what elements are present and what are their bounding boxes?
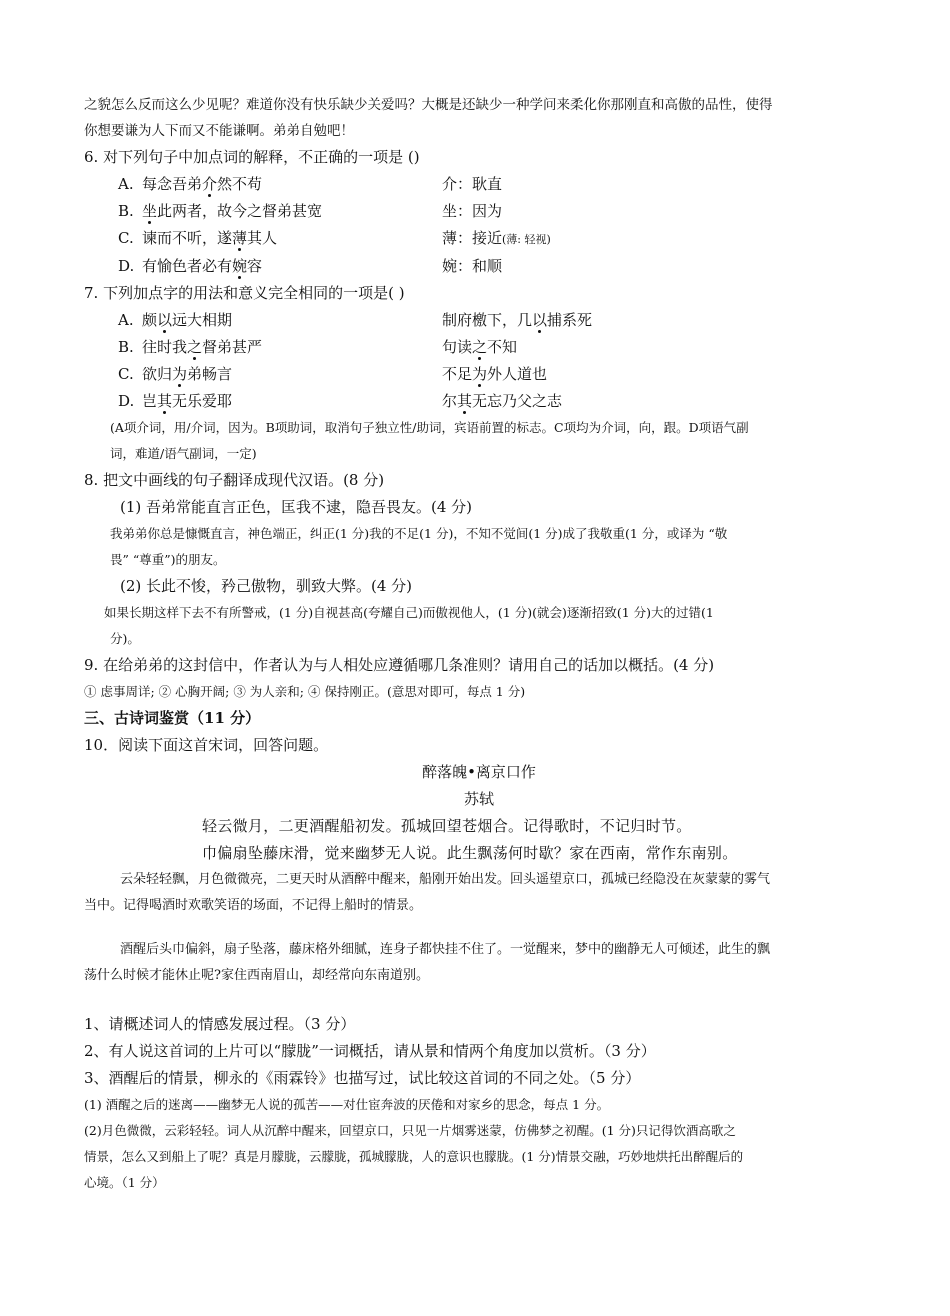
dotted-char: 以	[532, 311, 548, 329]
dotted-char: 薄	[232, 229, 248, 247]
poem-author: 苏轼	[463, 790, 494, 808]
question-7-stem: 7. 下列加点字的用法和意义完全相同的一项是( )	[84, 284, 405, 302]
question-6-stem: 6. 对下列句子中加点词的解释，不正确的一项是 ()	[84, 148, 420, 166]
intro-line: 之貌怎么反而这么少见呢？难道你没有快乐缺少关爱吗？大概是还缺少一种学问来柔化你那刚直和高傲的品性，使得	[84, 97, 773, 113]
document-page	[84, 92, 874, 1196]
dotted-char: 之	[472, 338, 488, 356]
translation-line: 云朵轻轻飘，月色微微亮，二更天时从酒醉中醒来，船刚开始出发。回头遥望京口，孤城已经隐没在灰蒙蒙的雾气	[120, 872, 771, 887]
dotted-char: 为	[472, 365, 488, 383]
dotted-char: 坐	[142, 202, 158, 220]
q8-sub-1: (1) 吾弟常能直言正色，匡我不逮，隐吾畏友。(4 分)	[120, 498, 473, 516]
intro-line: 你想要谦为人下而又不能谦啊。弟弟自勉吧！	[84, 123, 354, 139]
q10-answer-2: 心境。（1 分）	[84, 1175, 165, 1190]
q6-option-b: B. 坐此两者，故今之督弟甚宽 坐：因为	[118, 202, 503, 220]
q10-answer-2: 情景，怎么又到船上了呢？真是月朦胧，云朦胧，孤城朦胧，人的意识也朦胧。(1 分)情景交融，巧妙地烘托出醉醒后的	[84, 1149, 744, 1164]
dotted-char: 以	[157, 311, 173, 329]
q6-option-c: C. 谏而不听，遂薄其人 薄：接近(薄: 轻视)	[118, 229, 551, 247]
q8-sub-2: (2) 长此不悛，矜己傲物，驯致大弊。(4 分)	[120, 577, 413, 595]
poem-line: 巾偏扇坠藤床滑，觉来幽梦无人说。此生飘荡何时歇？家在西南，常作东南别。	[202, 844, 738, 862]
q8-answer-2: 分)。	[110, 631, 140, 646]
spacer	[84, 989, 874, 1011]
q7-option-b: B. 往时我之督弟甚严 句读之不知	[118, 338, 518, 356]
poem-title: 醉落魄•离京口作	[422, 763, 536, 781]
q7-option-c: C. 欲归为弟畅言 不足为外人道也	[118, 365, 548, 383]
question-8-stem: 8. 把文中画线的句子翻译成现代汉语。(8 分)	[84, 471, 385, 489]
answer-note: (薄: 轻视)	[502, 233, 551, 246]
q8-answer-2: 如果长期这样下去不有所警戒，(1 分)自视甚高(夸耀自己)而傲视他人，(1 分)(就会)逐渐招致(1 分)大的过错(1	[104, 605, 714, 620]
q7-answer: 词，难道/语气副词，一定)	[110, 446, 257, 461]
q6-option-d: D. 有愉色者必有婉容 婉：和顺	[118, 257, 503, 275]
sub-question-2: 2、有人说这首词的上片可以“朦胧”一词概括，请从景和情两个角度加以赏析。（3 分）	[84, 1042, 656, 1060]
q8-answer-1: 我弟弟你总是慷慨直言，神色端正，纠正(1 分)我的不足(1 分)，不知不觉间(1 分)成了我敬重(1 分，或译为 “敬	[110, 526, 728, 541]
q10-answer-2: (2)月色微微，云彩轻轻。词人从沉醉中醒来，回望京口，只见一片烟雾迷蒙，仿佛梦之初醒。(1 分)只记得饮酒高歌之	[84, 1123, 736, 1138]
q9-answer: ① 虑事周详; ② 心胸开阔; ③ 为人亲和; ④ 保持刚正。(意思对即可，每点 1 分)	[84, 684, 526, 699]
q10-answer-1: (1) 酒醒之后的迷离——幽梦无人说的孤苦——对仕宦奔波的厌倦和对家乡的思念，每点 1 分。	[84, 1097, 610, 1112]
dotted-char: 婉	[232, 257, 248, 275]
q8-answer-1: 畏” “尊重”)的朋友。	[110, 552, 226, 567]
question-10-stem: 10．阅读下面这首宋词，回答问题。	[84, 736, 329, 754]
spacer	[84, 919, 874, 937]
section-heading: 三、古诗词鉴赏（11 分）	[84, 709, 261, 727]
dotted-char: 其	[457, 392, 473, 410]
q7-option-d: D. 岂其无乐爱耶 尔其无忘乃父之志	[118, 392, 563, 410]
sub-question-1: 1、请概述词人的情感发展过程。（3 分）	[84, 1015, 356, 1033]
dotted-char: 之	[187, 338, 203, 356]
q7-option-a: A. 颇以远大相期 制府檄下，几以捕系死	[118, 311, 593, 329]
dotted-char: 介	[202, 175, 218, 193]
q7-answer: (A项介词，用/介词，因为。B项助词，取消句子独立性/助词，宾语前置的标志。C项均为介词，向，跟。D项语气副	[110, 420, 749, 435]
dotted-char: 其	[157, 392, 173, 410]
translation-line: 当中。记得喝酒时欢歌笑语的场面，不记得上船时的情景。	[84, 898, 423, 913]
q6-option-a: A. 每念吾弟介然不苟 介：耿直	[118, 175, 503, 193]
sub-question-3: 3、酒醒后的情景，柳永的《雨霖铃》也描写过，试比较这首词的不同之处。（5 分）	[84, 1069, 641, 1087]
dotted-char: 为	[172, 365, 188, 383]
translation-line: 酒醒后头巾偏斜，扇子坠落，藤床格外细腻，连身子都快挂不住了。一觉醒来，梦中的幽静无人可倾述，此生的飘	[120, 942, 771, 957]
poem-line: 轻云微月，二更酒醒船初发。孤城回望苍烟合。记得歌时，不记归时节。	[202, 817, 692, 835]
question-9-stem: 9. 在给弟弟的这封信中，作者认为与人相处应遵循哪几条准则？请用自己的话加以概括。(4 分)	[84, 656, 715, 674]
translation-line: 荡什么时候才能休止呢?家住西南眉山，却经常向东南道别。	[84, 968, 429, 983]
